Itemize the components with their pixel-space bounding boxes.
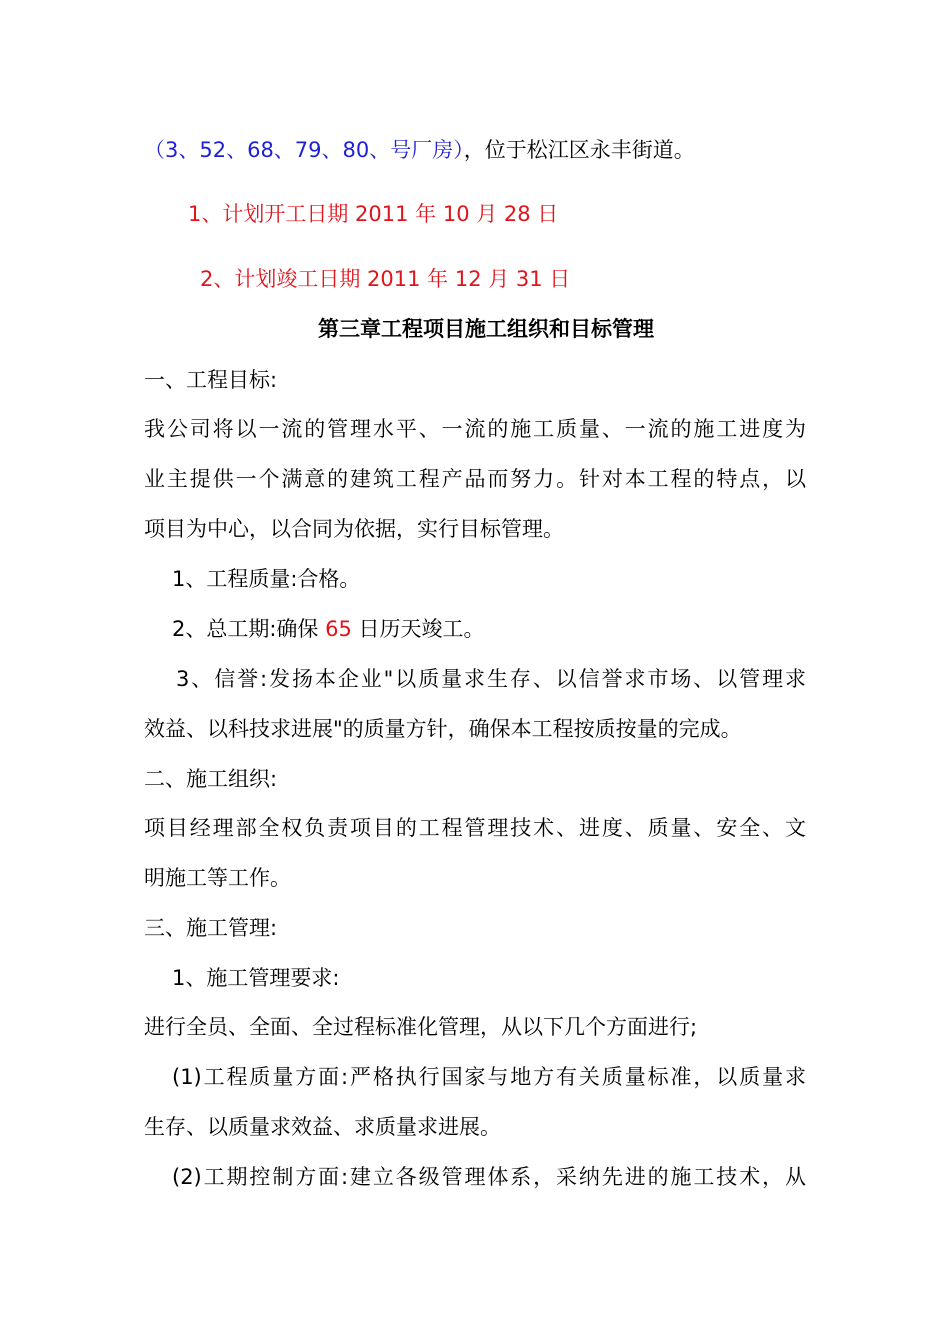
section1-paragraph-line: 项目为中心，以合同为依据，实行目标管理。 xyxy=(144,517,564,541)
section1-paragraph-line: 业主提供一个满意的建筑工程产品而努力。针对本工程的特点，以 xyxy=(144,467,806,491)
duration-prefix: 2、总工期:确保 xyxy=(172,617,326,641)
management-requirements-heading: 1、施工管理要求: xyxy=(172,966,340,990)
building-numbers: （3、52、68、79、80、号厂房） xyxy=(144,138,464,162)
section2-heading: 二、施工组织: xyxy=(144,767,278,791)
section2-paragraph-line: 项目经理部全权负责项目的工程管理技术、进度、质量、安全、文 xyxy=(144,816,806,840)
location-line xyxy=(144,136,695,164)
plan-start-date: 1、计划开工日期 2011 年 10 月 28 日 xyxy=(188,202,559,226)
duration-goal xyxy=(172,615,485,643)
duration-days: 65 xyxy=(325,617,352,641)
section1-heading: 一、工程目标: xyxy=(144,368,278,392)
location-text: ，位于松江区永丰街道。 xyxy=(463,138,695,162)
quality-aspect-line: (1)工程质量方面:严格执行国家与地方有关质量标准，以质量求 xyxy=(172,1065,806,1089)
plan-end-date: 2、计划竣工日期 2011 年 12 月 31 日 xyxy=(200,267,571,291)
quality-goal: 1、工程质量:合格。 xyxy=(172,567,361,591)
chapter-title: 第三章工程项目施工组织和目标管理 xyxy=(318,317,654,341)
quality-aspect-line: 生存、以质量求效益、求质量求进展。 xyxy=(144,1115,501,1139)
management-intro: 进行全员、全面、全过程标准化管理，从以下几个方面进行; xyxy=(144,1015,698,1039)
section3-heading: 三、施工管理: xyxy=(144,916,278,940)
section1-paragraph-line: 我公司将以一流的管理水平、一流的施工质量、一流的施工进度为 xyxy=(144,417,806,441)
schedule-aspect-line: (2)工期控制方面:建立各级管理体系，采纳先进的施工技术，从 xyxy=(172,1165,806,1189)
section2-paragraph-line: 明施工等工作。 xyxy=(144,866,291,890)
duration-suffix: 日历天竣工。 xyxy=(351,617,485,641)
reputation-goal-line: 3、信誉:发扬本企业"以质量求生存、以信誉求市场、以管理求 xyxy=(176,667,806,691)
reputation-goal-line: 效益、以科技求进展"的质量方针，确保本工程按质按量的完成。 xyxy=(144,717,742,741)
